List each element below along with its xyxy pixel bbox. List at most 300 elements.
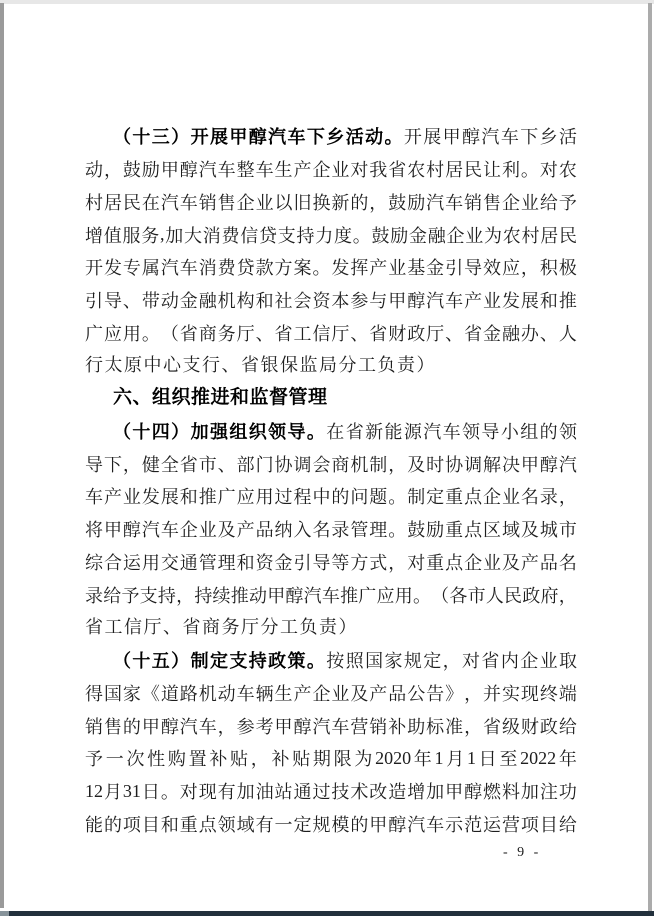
char-token: 名 bbox=[558, 552, 577, 573]
char-token: 金 bbox=[426, 258, 445, 279]
char-token: 加 bbox=[520, 782, 539, 803]
char-token: 省 bbox=[481, 651, 500, 672]
char-token: 醇 bbox=[539, 454, 558, 475]
char-token: 家 bbox=[122, 683, 141, 704]
char-token: 持 bbox=[157, 585, 176, 606]
char-token: 农 bbox=[502, 225, 521, 246]
char-token: 公 bbox=[407, 683, 426, 704]
char-token: 国 bbox=[103, 683, 122, 704]
bold-char-token: 下 bbox=[306, 127, 325, 148]
char-token: , bbox=[160, 224, 165, 245]
para-15-line-4 bbox=[85, 742, 577, 775]
char-token: 生 bbox=[274, 683, 293, 704]
char-token: 问 bbox=[350, 487, 369, 508]
char-token: 增 bbox=[85, 225, 103, 246]
char-token: 按 bbox=[326, 651, 345, 672]
scan-edge-left bbox=[0, 3, 4, 908]
char-token: 车 bbox=[445, 192, 464, 213]
char-token: 告 bbox=[426, 683, 445, 704]
char-token: 用 bbox=[122, 323, 141, 344]
char-token: 车 bbox=[331, 716, 350, 737]
char-token: 及 bbox=[217, 520, 236, 541]
char-token: 车 bbox=[85, 487, 103, 508]
char-token: 商 bbox=[331, 454, 350, 475]
char-token: 予 bbox=[85, 749, 103, 770]
char-token: 过 bbox=[274, 487, 293, 508]
char-token: 让 bbox=[483, 160, 502, 181]
char-token: 贷 bbox=[259, 225, 277, 246]
char-token: 辆 bbox=[255, 683, 274, 704]
char-token: 为 bbox=[354, 749, 373, 770]
char-token: 日 bbox=[141, 782, 160, 803]
char-token: 业 bbox=[483, 291, 502, 312]
char-token: 基 bbox=[407, 258, 426, 279]
bold-char-token: 组 bbox=[229, 421, 248, 442]
char-token: 办 bbox=[520, 323, 539, 344]
char-token: 政 bbox=[407, 323, 426, 344]
char-token: 补 bbox=[271, 749, 290, 770]
char-token: 推 bbox=[558, 291, 577, 312]
char-token: 有 bbox=[217, 782, 236, 803]
char-token: 补 bbox=[388, 716, 407, 737]
char-token: 产 bbox=[236, 520, 255, 541]
char-token: 注 bbox=[539, 782, 558, 803]
char-token: 31 bbox=[122, 780, 141, 801]
char-token: 时 bbox=[426, 454, 445, 475]
char-token: 企 bbox=[312, 160, 331, 181]
char-token: 汽 bbox=[198, 160, 217, 181]
bold-char-token: ） bbox=[171, 651, 190, 672]
char-token: 调 bbox=[293, 454, 312, 475]
char-token: 名 bbox=[312, 520, 331, 541]
bold-char-token: 开 bbox=[190, 127, 209, 148]
char-token: 金 bbox=[483, 323, 502, 344]
char-token: 会 bbox=[293, 291, 312, 312]
char-token: 推 bbox=[230, 585, 249, 606]
char-token: 的 bbox=[539, 421, 558, 442]
char-token: 支 bbox=[277, 225, 296, 246]
char-token: 车 bbox=[255, 160, 274, 181]
char-token: 点 bbox=[445, 552, 464, 573]
char-token: 在 bbox=[141, 192, 160, 213]
char-token: 贴 bbox=[230, 749, 249, 770]
char-token: 鼓 bbox=[122, 160, 141, 181]
char-token: 引 bbox=[85, 291, 103, 312]
char-token: 财 bbox=[520, 716, 539, 737]
char-token: 政 bbox=[522, 585, 541, 606]
para-14-line-7 bbox=[85, 611, 577, 644]
char-token: 市 bbox=[198, 454, 217, 475]
char-token: 准 bbox=[445, 716, 464, 737]
char-token: 领 bbox=[558, 421, 577, 442]
char-token: 、 bbox=[255, 323, 274, 344]
char-token: 挥 bbox=[350, 258, 369, 279]
char-token: 道 bbox=[160, 683, 179, 704]
section-heading-text: 六、组织推进和监督管理 bbox=[113, 386, 328, 408]
char-token: 会 bbox=[312, 454, 331, 475]
char-token: 并 bbox=[483, 683, 502, 704]
char-token: 为 bbox=[484, 225, 502, 246]
char-token: 。 bbox=[160, 782, 179, 803]
char-token: 协 bbox=[274, 454, 293, 475]
char-token: 产 bbox=[369, 683, 388, 704]
char-token: 机 bbox=[217, 291, 236, 312]
char-token: 年 bbox=[558, 749, 577, 770]
bold-char-token: 十 bbox=[132, 127, 151, 148]
char-token: 汽 bbox=[160, 258, 179, 279]
char-token: 案 bbox=[293, 258, 312, 279]
char-token: 政 bbox=[539, 716, 558, 737]
char-token: 活 bbox=[558, 127, 577, 148]
char-token: 制 bbox=[407, 487, 426, 508]
char-token: 销 bbox=[85, 716, 103, 737]
char-token: 重 bbox=[445, 520, 464, 541]
char-token: 发 bbox=[103, 258, 122, 279]
char-token: 重 bbox=[426, 552, 445, 573]
bold-char-token: 强 bbox=[209, 421, 228, 442]
char-token: 性 bbox=[147, 749, 166, 770]
char-token: 车 bbox=[217, 160, 236, 181]
char-token: 模 bbox=[331, 814, 350, 835]
para-13-line-3 bbox=[85, 185, 577, 218]
char-token: 鼓 bbox=[388, 192, 407, 213]
char-token: 下 bbox=[520, 127, 539, 148]
bold-char-token: 导 bbox=[287, 421, 306, 442]
char-token: 理 bbox=[369, 520, 388, 541]
char-token: 务 bbox=[217, 323, 236, 344]
char-token: 村 bbox=[85, 192, 103, 213]
char-token: 厅 bbox=[331, 323, 350, 344]
char-token: 录 bbox=[85, 585, 103, 606]
char-token: 造 bbox=[388, 782, 407, 803]
char-token: 应 bbox=[501, 258, 520, 279]
scan-edge-bottom bbox=[9, 911, 654, 916]
char-token: 和 bbox=[179, 487, 198, 508]
char-token: 财 bbox=[388, 323, 407, 344]
char-token: 励 bbox=[390, 225, 409, 246]
char-token: 开 bbox=[85, 258, 103, 279]
char-token: 发 bbox=[501, 291, 520, 312]
char-token: 方 bbox=[350, 552, 369, 573]
char-token: 融 bbox=[198, 291, 217, 312]
char-token: （ bbox=[160, 323, 179, 344]
char-token: 级 bbox=[501, 716, 520, 737]
char-token: 月 bbox=[103, 782, 122, 803]
char-token: 管 bbox=[198, 552, 217, 573]
char-token: 和 bbox=[160, 814, 179, 835]
char-token: 终 bbox=[539, 683, 558, 704]
char-token: 标 bbox=[426, 716, 445, 737]
char-token: 车 bbox=[500, 127, 519, 148]
char-token: 项 bbox=[520, 814, 539, 835]
char-token: 、 bbox=[539, 323, 558, 344]
char-token: 予 bbox=[121, 585, 140, 606]
char-token: 汽 bbox=[481, 127, 500, 148]
document-body bbox=[85, 120, 577, 840]
para-13-line-2 bbox=[85, 153, 577, 186]
char-token: 以 bbox=[274, 192, 293, 213]
char-token: 资 bbox=[312, 291, 331, 312]
char-token: 省 bbox=[345, 421, 364, 442]
char-token: 品 bbox=[255, 520, 274, 541]
char-token: 效 bbox=[483, 258, 502, 279]
bold-char-token: 活 bbox=[345, 127, 364, 148]
char-token: 产 bbox=[369, 258, 388, 279]
char-token: 甲 bbox=[160, 160, 179, 181]
char-token: 目 bbox=[539, 814, 558, 835]
char-token: 对 bbox=[350, 160, 369, 181]
char-token: 定 bbox=[423, 651, 442, 672]
char-token: 给 bbox=[103, 585, 122, 606]
char-token: 通 bbox=[293, 782, 312, 803]
char-token: 导 bbox=[481, 421, 500, 442]
char-token: 、 bbox=[122, 291, 141, 312]
char-token: 能 bbox=[85, 814, 103, 835]
bold-char-token: 政 bbox=[268, 651, 287, 672]
char-token: 2020 bbox=[375, 747, 412, 768]
char-token: 增 bbox=[407, 782, 426, 803]
para-15-line-5 bbox=[85, 775, 577, 808]
char-token: 协 bbox=[445, 454, 464, 475]
bold-char-token: 定 bbox=[209, 651, 228, 672]
char-token: 汽 bbox=[160, 192, 179, 213]
char-token: 次 bbox=[126, 749, 145, 770]
char-token: 生 bbox=[274, 160, 293, 181]
char-token: 1 bbox=[434, 747, 444, 768]
char-token: 区 bbox=[483, 520, 502, 541]
char-token: 醇 bbox=[160, 716, 179, 737]
char-token: 我 bbox=[369, 160, 388, 181]
char-token: 省 bbox=[388, 160, 407, 181]
bold-char-token: 甲 bbox=[229, 127, 248, 148]
char-token: 的 bbox=[331, 487, 350, 508]
char-token: 置 bbox=[188, 749, 207, 770]
char-token: ， bbox=[558, 585, 577, 606]
char-token: 参 bbox=[236, 716, 255, 737]
char-token: 企 bbox=[464, 552, 483, 573]
char-token: 加 bbox=[426, 782, 445, 803]
char-token: 车 bbox=[236, 683, 255, 704]
bold-char-token: （ bbox=[113, 421, 131, 442]
char-token: 励 bbox=[407, 192, 426, 213]
char-token: 产 bbox=[520, 552, 539, 573]
para-15-line-3 bbox=[85, 709, 577, 742]
char-token: 农 bbox=[407, 160, 426, 181]
char-token: 车 bbox=[179, 258, 198, 279]
char-token: 值 bbox=[103, 225, 122, 246]
char-token: 门 bbox=[255, 454, 274, 475]
char-token: 售 bbox=[483, 192, 502, 213]
para-15-line-2 bbox=[85, 676, 577, 709]
char-token: 企 bbox=[483, 487, 502, 508]
char-token: 点 bbox=[464, 520, 483, 541]
char-token: 范 bbox=[464, 814, 483, 835]
char-token: 新 bbox=[365, 421, 384, 442]
char-token: 汽 bbox=[426, 291, 445, 312]
char-token: 省 bbox=[464, 323, 483, 344]
para-14-line-6 bbox=[85, 578, 577, 611]
char-token: 贷 bbox=[236, 258, 255, 279]
char-token: 名 bbox=[520, 487, 539, 508]
char-token: 合 bbox=[103, 552, 122, 573]
char-token: 运 bbox=[122, 552, 141, 573]
char-token: 国 bbox=[365, 651, 384, 672]
char-token: 和 bbox=[236, 552, 255, 573]
char-token: 对 bbox=[407, 552, 426, 573]
bold-char-token: 五 bbox=[151, 651, 170, 672]
char-token: 取 bbox=[558, 651, 577, 672]
char-token: 醇 bbox=[388, 814, 407, 835]
char-token: 带 bbox=[141, 291, 160, 312]
bold-char-token: 醇 bbox=[248, 127, 267, 148]
char-token: 照 bbox=[345, 651, 364, 672]
char-token: 厅 bbox=[236, 323, 255, 344]
char-token: 引 bbox=[445, 258, 464, 279]
char-token: 点 bbox=[464, 487, 483, 508]
char-token: 醇 bbox=[293, 716, 312, 737]
char-token: 业 bbox=[122, 487, 141, 508]
char-token: 展 bbox=[160, 487, 179, 508]
char-token: 府 bbox=[540, 585, 559, 606]
char-token: 用 bbox=[394, 585, 413, 606]
para-14-line-3 bbox=[85, 480, 577, 513]
para-13-line-8 bbox=[85, 349, 577, 382]
char-token: 民 bbox=[464, 160, 483, 181]
char-token: 重 bbox=[179, 814, 198, 835]
bold-char-token: （ bbox=[113, 127, 131, 148]
char-token: 下 bbox=[103, 454, 122, 475]
char-token: 领 bbox=[462, 421, 481, 442]
char-token: 动 bbox=[217, 683, 236, 704]
char-token: 人 bbox=[558, 323, 577, 344]
char-token: 甲 bbox=[388, 291, 407, 312]
char-token: 题 bbox=[369, 487, 388, 508]
para-15-line-6 bbox=[85, 807, 577, 840]
char-token: ， bbox=[464, 683, 483, 704]
char-token: 构 bbox=[236, 291, 255, 312]
bold-char-token: 乡 bbox=[326, 127, 345, 148]
char-token: 属 bbox=[141, 258, 160, 279]
char-token: 金 bbox=[274, 552, 293, 573]
char-token: 新 bbox=[331, 192, 350, 213]
char-token: 发 bbox=[331, 258, 350, 279]
para-13-line-7 bbox=[85, 316, 577, 349]
char-token: 费 bbox=[217, 258, 236, 279]
char-token: 业 bbox=[501, 487, 520, 508]
char-token: 日 bbox=[478, 749, 497, 770]
char-token: 定 bbox=[293, 814, 312, 835]
char-token: 续 bbox=[212, 585, 231, 606]
char-token: 业 bbox=[520, 192, 539, 213]
bold-char-token: 加 bbox=[190, 421, 209, 442]
char-token: 售 bbox=[217, 192, 236, 213]
char-token: 业 bbox=[198, 520, 217, 541]
page-number: - 9 - bbox=[503, 845, 542, 860]
char-token: 信 bbox=[240, 225, 259, 246]
char-token: 融 bbox=[427, 225, 446, 246]
char-token: 鼓 bbox=[371, 225, 390, 246]
char-token: 品 bbox=[539, 552, 558, 573]
char-token: ， bbox=[464, 716, 483, 737]
char-token: 导 bbox=[103, 291, 122, 312]
char-token: 等 bbox=[331, 552, 350, 573]
char-token: 汽 bbox=[407, 814, 426, 835]
char-token: 居 bbox=[540, 225, 559, 246]
char-token: 理 bbox=[217, 552, 236, 573]
char-token: 醇 bbox=[462, 127, 481, 148]
char-token: 料 bbox=[501, 782, 520, 803]
char-token: 给 bbox=[539, 192, 558, 213]
char-token: 省 bbox=[483, 716, 502, 737]
char-token: 广 bbox=[85, 323, 103, 344]
char-token: 应 bbox=[376, 585, 395, 606]
char-token: 汽 bbox=[426, 192, 445, 213]
char-token: 醇 bbox=[407, 291, 426, 312]
char-token: 现 bbox=[520, 683, 539, 704]
line-text: 省工信厅、省商务厅分工负责） bbox=[85, 617, 358, 638]
bold-char-token: 三 bbox=[151, 127, 170, 148]
char-token: 换 bbox=[312, 192, 331, 213]
char-token: 业 bbox=[331, 683, 350, 704]
bold-char-token: 展 bbox=[209, 127, 228, 148]
char-token: ， bbox=[388, 552, 407, 573]
char-token: 支 bbox=[139, 585, 158, 606]
char-token: 用 bbox=[255, 487, 274, 508]
char-token: 加 bbox=[165, 225, 184, 246]
bold-char-token: 车 bbox=[287, 127, 306, 148]
char-token: 民 bbox=[122, 192, 141, 213]
char-token: 展 bbox=[520, 291, 539, 312]
char-token: 商 bbox=[198, 323, 217, 344]
char-token: 1 bbox=[466, 747, 476, 768]
char-token: 农 bbox=[558, 160, 577, 181]
char-token: 《 bbox=[141, 683, 160, 704]
char-token: 应 bbox=[236, 487, 255, 508]
char-token: 业 bbox=[388, 258, 407, 279]
char-token: 将 bbox=[85, 520, 103, 541]
bold-char-token: 。 bbox=[384, 127, 403, 148]
char-token: 。 bbox=[520, 160, 539, 181]
char-token: 开 bbox=[403, 127, 422, 148]
char-token: 的 bbox=[350, 814, 369, 835]
bold-char-token: 持 bbox=[248, 651, 267, 672]
char-token: 一 bbox=[105, 749, 124, 770]
para-13-line-4 bbox=[85, 218, 577, 251]
para-13-line-1 bbox=[85, 120, 577, 153]
char-token: 省 bbox=[179, 323, 198, 344]
char-token: 重 bbox=[445, 487, 464, 508]
char-token: 域 bbox=[236, 814, 255, 835]
char-token: 点 bbox=[198, 814, 217, 835]
char-token: 助 bbox=[407, 716, 426, 737]
char-token: 广 bbox=[358, 585, 377, 606]
char-token: 》 bbox=[445, 683, 464, 704]
char-token: 解 bbox=[483, 454, 502, 475]
char-token: 利 bbox=[501, 160, 520, 181]
char-token: 营 bbox=[501, 814, 520, 835]
char-token: 车 bbox=[179, 192, 198, 213]
char-token: 考 bbox=[255, 716, 274, 737]
char-token: 管 bbox=[350, 520, 369, 541]
char-token: 组 bbox=[520, 421, 539, 442]
bold-char-token: 领 bbox=[268, 421, 287, 442]
char-token: 大 bbox=[184, 225, 202, 246]
char-token: 服 bbox=[122, 225, 141, 246]
char-token: 引 bbox=[293, 552, 312, 573]
char-token: 企 bbox=[179, 520, 198, 541]
char-token: 期 bbox=[312, 749, 331, 770]
char-token: 录 bbox=[539, 487, 558, 508]
